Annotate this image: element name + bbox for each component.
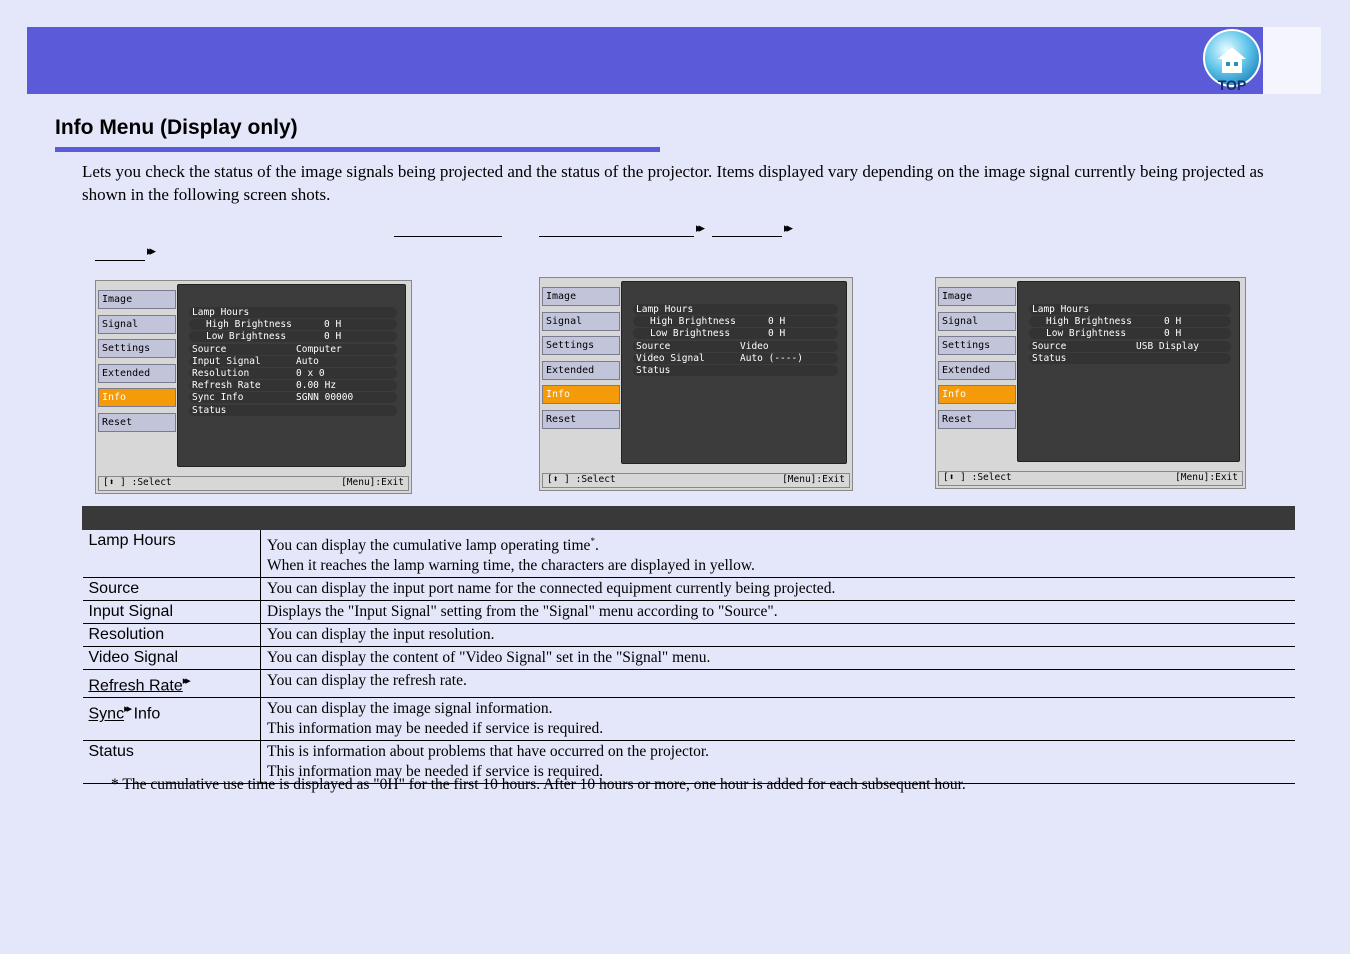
select-hint: [⬍ ] :Select [103, 477, 172, 488]
info-row-value: 0 H [1164, 316, 1182, 328]
status-bar [542, 473, 850, 488]
info-menu-screenshot-usb [935, 277, 1246, 489]
menu-tab-info[interactable]: Info [542, 385, 620, 404]
info-row-value: Auto (----) [740, 352, 803, 364]
table-row [83, 647, 1295, 670]
table-value-cell [261, 578, 1295, 601]
menu-tab-signal[interactable]: Signal [542, 312, 620, 331]
table-key-cell [83, 624, 261, 647]
table-value-cell [261, 601, 1295, 624]
select-hint: [⬍ ] :Select [943, 472, 1012, 483]
info-row-value: USB Display [1136, 340, 1199, 352]
table-row [83, 624, 1295, 647]
info-row-value: Video [740, 340, 769, 352]
row-key: Lamp Hours [88, 532, 176, 549]
table-value-cell [261, 670, 1295, 698]
top-button[interactable] [1200, 28, 1264, 92]
info-row-label: Status [636, 365, 671, 376]
info-menu-screenshot-video [539, 277, 853, 491]
footnote: * The cumulative use time is displayed as "0H" for the first 10 hours. After 10 hours or more, one hour is added for each subsequent hour. [111, 776, 966, 793]
link-blank-1[interactable] [394, 236, 502, 237]
info-row-value: 0.00 Hz [296, 380, 337, 392]
double-arrow-icon: ▸▸ [696, 220, 702, 235]
info-row-label: High Brightness [206, 319, 292, 331]
menu-tab-info[interactable]: Info [98, 388, 176, 407]
row-key[interactable]: Refresh Rate [88, 677, 183, 695]
double-arrow-icon: ▸▸ [784, 220, 790, 235]
menu-tab-settings[interactable]: Settings [938, 336, 1016, 355]
status-bar [938, 471, 1243, 486]
page-title: Info Menu (Display only) [55, 116, 298, 139]
info-row-label: High Brightness [650, 316, 736, 328]
info-row-label: Source [636, 340, 671, 352]
info-row-label: Status [192, 404, 227, 416]
info-row-label: High Brightness [1046, 316, 1132, 328]
row-description: You can display the input resolution. [267, 626, 495, 644]
double-arrow-icon: ▸▸ [147, 243, 153, 258]
menu-tab-signal[interactable]: Signal [938, 312, 1016, 331]
row-key: Status [88, 743, 134, 761]
table-key-cell [83, 530, 261, 578]
double-arrow-icon: ▸▸ [182, 675, 188, 688]
menu-tab-info[interactable]: Info [938, 385, 1016, 404]
table-value-cell [261, 647, 1295, 670]
table-header [83, 507, 1295, 530]
menu-tab-reset[interactable]: Reset [98, 413, 176, 432]
row-description: When it reaches the lamp warning time, the characters are displayed in yellow. [267, 557, 755, 575]
info-row-label: Low Brightness [1046, 328, 1127, 340]
info-menu-screenshot-computer [95, 280, 412, 494]
info-row-label: Status [1032, 352, 1067, 364]
header-banner [27, 27, 1263, 94]
info-row-label: Low Brightness [206, 331, 287, 343]
title-underline [55, 147, 660, 152]
header-banner-tail [1263, 27, 1321, 94]
row-description: Displays the "Input Signal" setting from the "Signal" menu according to "Source". [267, 603, 778, 621]
info-row-label: Input Signal [192, 355, 261, 367]
info-row-label: Source [192, 343, 227, 355]
info-row-label: Refresh Rate [192, 380, 261, 392]
info-row-value: 0 H [324, 331, 342, 343]
row-key: Source [88, 580, 140, 598]
info-row-label: Video Signal [636, 352, 705, 364]
info-row-value: Computer [296, 343, 342, 355]
table-row [83, 530, 1295, 578]
row-key-suffix: Info [129, 705, 161, 723]
info-row-value: 0 H [768, 316, 786, 328]
row-description: This information may be needed if service is required. [267, 763, 604, 781]
row-description: You can display the input port name for the connected equipment currently being projected. [267, 580, 836, 598]
info-row-value: 0 x 0 [296, 368, 325, 379]
table-key-cell [83, 578, 261, 601]
row-description: You can display the content of "Video Signal" set in the "Signal" menu. [267, 649, 711, 667]
select-hint: [⬍ ] :Select [547, 474, 616, 485]
info-row-value: Auto [296, 355, 319, 367]
table-row [83, 601, 1295, 624]
info-row-label: Lamp Hours [1032, 304, 1090, 315]
table-key-cell [83, 670, 261, 698]
table-row [83, 578, 1295, 601]
row-key: Resolution [88, 626, 165, 644]
top-label: TOP [1217, 77, 1247, 92]
exit-hint: [Menu]:Exit [341, 477, 404, 488]
menu-tab-reset[interactable]: Reset [542, 410, 620, 429]
info-row-label: Resolution [192, 368, 250, 379]
menu-tab-signal[interactable]: Signal [98, 315, 176, 334]
row-key: Video Signal [88, 649, 179, 667]
exit-hint: [Menu]:Exit [782, 474, 845, 485]
info-row-value: SGNN 00000 [296, 392, 354, 404]
double-arrow-icon: ▸▸ [124, 703, 130, 716]
info-row-label: Lamp Hours [192, 307, 250, 318]
info-row-label: Lamp Hours [636, 304, 694, 315]
exit-hint: [Menu]:Exit [1175, 472, 1238, 483]
table-value-cell [261, 624, 1295, 647]
table-value-cell [261, 530, 1295, 578]
link-blank-4[interactable] [95, 260, 145, 261]
info-row-value: 0 H [768, 328, 786, 340]
table-value-cell [261, 698, 1295, 741]
menu-tab-settings[interactable]: Settings [542, 336, 620, 355]
menu-tab-image[interactable]: Image [938, 287, 1016, 306]
row-key[interactable]: Sync [88, 705, 125, 723]
info-row-label: Source [1032, 340, 1067, 352]
info-row-value: 0 H [324, 319, 342, 331]
table-row [83, 698, 1295, 741]
info-items-table [82, 506, 1295, 784]
row-description: This information may be needed if service is required. [267, 720, 604, 738]
link-blank-2[interactable] [539, 236, 694, 237]
info-panel [621, 281, 847, 464]
link-blank-3[interactable] [712, 236, 782, 237]
menu-tab-image[interactable]: Image [98, 290, 176, 309]
row-description: You can display the cumulative lamp operating time*. [267, 536, 599, 555]
info-row-label: Low Brightness [650, 328, 731, 340]
menu-tab-extended[interactable]: Extended [938, 361, 1016, 380]
info-panel [177, 284, 406, 467]
info-panel [1017, 281, 1240, 462]
row-description: You can display the refresh rate. [267, 672, 467, 690]
table-key-cell [83, 601, 261, 624]
menu-tab-extended[interactable]: Extended [98, 364, 176, 383]
row-description: This is information about problems that have occurred on the projector. [267, 743, 710, 761]
info-row-label: Sync Info [192, 392, 244, 404]
row-description: You can display the image signal information. [267, 700, 553, 718]
intro-text: Lets you check the status of the image signals being projected and the status of the projector. Items displayed vary depending on the image signal currently being projected as shown in the following screen shots. [82, 162, 1264, 204]
table-key-cell [83, 647, 261, 670]
status-bar [98, 476, 409, 491]
menu-tab-image[interactable]: Image [542, 287, 620, 306]
row-key: Input Signal [88, 603, 174, 621]
menu-tab-extended[interactable]: Extended [542, 361, 620, 380]
info-row-value: 0 H [1164, 328, 1182, 340]
menu-tab-reset[interactable]: Reset [938, 410, 1016, 429]
menu-tab-settings[interactable]: Settings [98, 339, 176, 358]
table-key-cell [83, 698, 261, 741]
table-row [83, 670, 1295, 698]
